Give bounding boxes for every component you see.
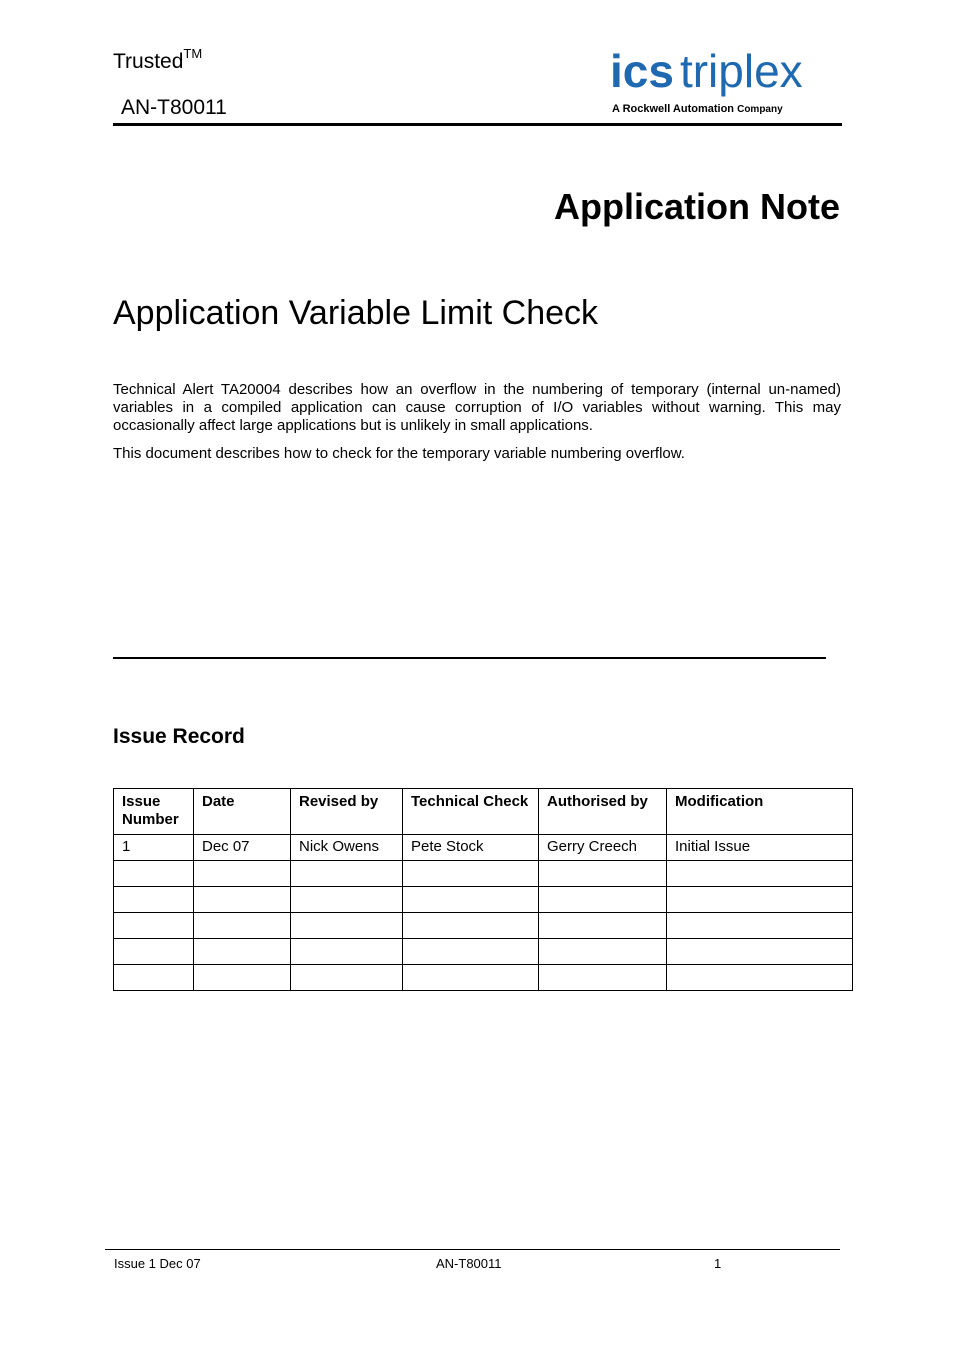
col-revised-by: Revised by [291, 789, 403, 835]
col-technical-check: Technical Check [403, 789, 539, 835]
table-cell [194, 913, 291, 939]
table-cell [194, 939, 291, 965]
table-cell [667, 965, 853, 991]
intro-paragraph: Technical Alert TA20004 describes how an overflow in the numbering of temporary (internal un-named) variables in a compiled application can cause corruption of I/O variables without warning. This may occasionally affect large applications but is unlikely in small applications. [113, 381, 841, 434]
issue-record-heading: Issue Record [113, 725, 245, 748]
document-type: Application Note [554, 186, 840, 227]
col-date: Date [194, 789, 291, 835]
table-cell [291, 913, 403, 939]
table-row [114, 835, 853, 861]
table-cell [403, 939, 539, 965]
table-cell: 1 [114, 835, 194, 861]
table-cell [291, 965, 403, 991]
issue-record-table [113, 788, 853, 991]
table-cell [539, 861, 667, 887]
col-modification: Modification [667, 789, 853, 835]
table-cell [194, 887, 291, 913]
logo-ics: ics [610, 45, 674, 97]
table-cell [114, 861, 194, 887]
table-cell [114, 887, 194, 913]
logo-tagline [612, 103, 783, 115]
table-row [114, 913, 853, 939]
table-cell [667, 939, 853, 965]
table-cell: Pete Stock [403, 835, 539, 861]
table-cell [114, 939, 194, 965]
product-name-text: Trusted [113, 50, 184, 73]
table-cell: Nick Owens [291, 835, 403, 861]
table-cell [539, 887, 667, 913]
table-cell [667, 913, 853, 939]
section-divider [113, 657, 826, 659]
trademark-mark: TM [183, 46, 203, 61]
table-cell [291, 939, 403, 965]
footer-issue: Issue 1 Dec 07 [114, 1256, 201, 1271]
table-cell [667, 861, 853, 887]
table-cell [403, 861, 539, 887]
logo-wordmark [610, 46, 803, 96]
company-logo [610, 46, 842, 120]
col-issue-number: Issue Number [114, 789, 194, 835]
header-doc-number: AN-T80011 [121, 96, 227, 119]
table-cell [194, 965, 291, 991]
table-cell [194, 861, 291, 887]
table-cell [291, 861, 403, 887]
table-row [114, 965, 853, 991]
table-cell [403, 887, 539, 913]
table-row [114, 887, 853, 913]
table-cell [403, 965, 539, 991]
table-cell [291, 887, 403, 913]
table-cell [539, 913, 667, 939]
table-cell: Dec 07 [194, 835, 291, 861]
table-header-row [114, 789, 853, 835]
table-cell [403, 913, 539, 939]
table-cell [667, 887, 853, 913]
product-name [113, 46, 203, 74]
footer-divider [105, 1249, 840, 1250]
logo-tagline-company: Company [737, 104, 783, 115]
table-cell [539, 939, 667, 965]
table-cell [114, 965, 194, 991]
scope-paragraph: This document describes how to check for the temporary variable numbering overflow. [113, 445, 685, 462]
table-row [114, 939, 853, 965]
table-cell [114, 913, 194, 939]
logo-triplex: triplex [679, 45, 803, 97]
table-cell: Gerry Creech [539, 835, 667, 861]
col-authorised-by: Authorised by [539, 789, 667, 835]
document-title: Application Variable Limit Check [113, 294, 599, 332]
footer-page-number: 1 [714, 1256, 722, 1271]
logo-tagline-main: A Rockwell Automation [612, 103, 735, 115]
table-cell [539, 965, 667, 991]
table-row [114, 861, 853, 887]
header-divider [113, 123, 842, 126]
footer-doc-number: AN-T80011 [436, 1256, 502, 1271]
table-cell: Initial Issue [667, 835, 853, 861]
